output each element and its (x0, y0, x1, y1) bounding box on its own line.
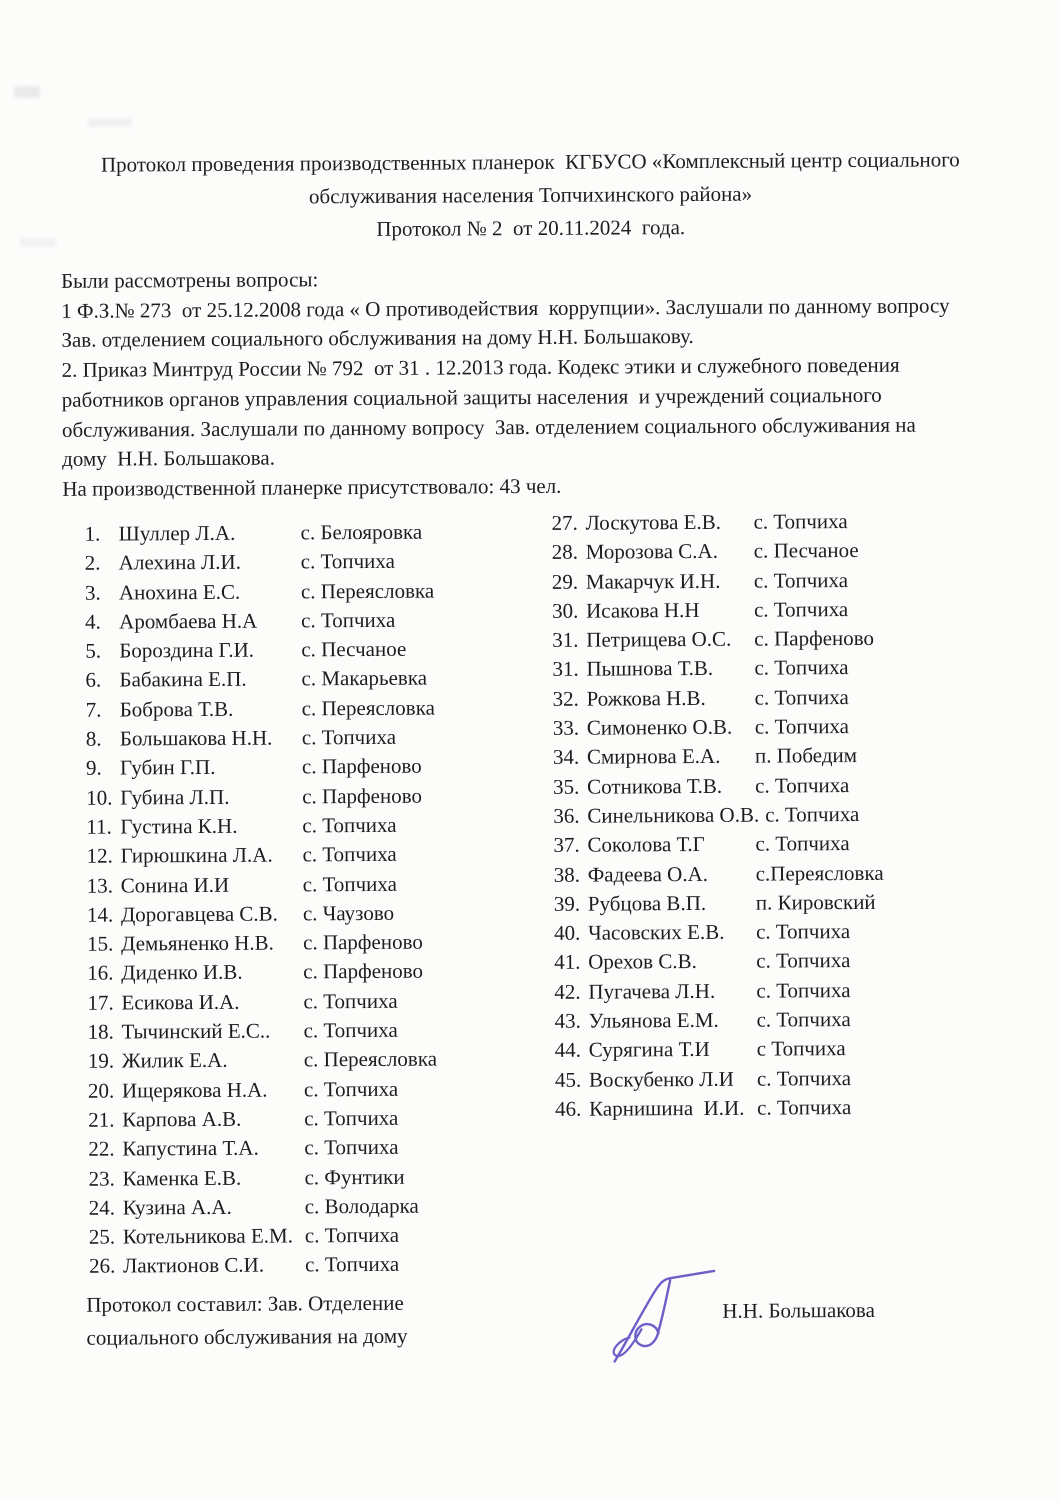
attendee-row (555, 1035, 1025, 1067)
title-line: Протокол проведения производственных планерок КГБУСО «Комплексный центр социального (100, 147, 960, 177)
attendee-row (87, 900, 537, 932)
attendee-number: 45. (554, 1067, 582, 1092)
attendee-row (555, 1094, 1025, 1126)
attendee-village: с. Топчиха (302, 842, 397, 867)
attendee-row (554, 889, 1024, 921)
attendee-name: Ульянова Е.М. (588, 1007, 719, 1033)
attendee-village: с. Топчиха (756, 977, 851, 1003)
attendee-name: Бороздина Г.И. (119, 637, 255, 663)
title-line: обслуживания населения Топчихинского района» (308, 181, 753, 209)
attendee-row (552, 654, 1022, 686)
attendee-name: Соколова Т.Г (587, 832, 705, 857)
attendee-name: Рубцова В.П. (587, 890, 707, 916)
attendee-number: 1. (84, 521, 101, 546)
attendee-village: с. Парфеново (302, 783, 423, 809)
intro-line: работников органов управления социальной защиты населения и учреждений социального (61, 382, 882, 412)
attendee-name: Каменка Е.В. (122, 1165, 242, 1191)
attendee-row (554, 947, 1024, 979)
attendees-column-right (551, 508, 1025, 1126)
attendee-name: Диденко И.В. (121, 960, 243, 985)
attendee-village: с. Парфеново (301, 754, 422, 779)
attendee-number: 24. (88, 1195, 116, 1220)
attendee-number: 26. (88, 1253, 116, 1279)
attendee-number: 31. (552, 657, 579, 682)
attendee-name: Фадеева О.А. (587, 861, 709, 887)
attendee-number: 9. (85, 755, 102, 781)
composed-by-line: Протокол составил: Зав. Отделение (86, 1290, 404, 1317)
attendee-name: Карпова А.В. (122, 1106, 242, 1132)
attendee-number: 37. (553, 832, 580, 858)
attendee-village: с.Переясловка (755, 860, 884, 886)
attendee-row (89, 1251, 539, 1283)
attendee-row (89, 1193, 539, 1225)
attendee-name: Боброва Т.В. (119, 696, 234, 722)
attendee-number: 29. (551, 569, 579, 594)
intro-line: Были рассмотрены вопросы: (60, 267, 319, 293)
attendee-village: с. Топчиха (303, 988, 398, 1014)
attendee-number: 16. (87, 961, 114, 986)
attendee-number: 15. (87, 931, 114, 956)
attendee-row (553, 801, 1023, 833)
attendee-number: 20. (87, 1078, 115, 1103)
attendee-village: с. Топчиха (301, 607, 396, 633)
attendee-name: Сурягина Т.И (588, 1037, 710, 1062)
attendee-number: 22. (88, 1136, 115, 1161)
attendee-name: Капустина Т.А. (122, 1135, 259, 1161)
attendee-name: Большакова Н.Н. (119, 725, 273, 751)
attendee-number: 30. (551, 598, 579, 623)
attendee-village: с. Топчиха (755, 919, 851, 944)
attendee-row (88, 1046, 538, 1078)
attendee-row (86, 783, 536, 815)
attendees-column-left (85, 519, 540, 1283)
intro-line: обслуживания. Заслушали по данному вопросу Зав. отделением социального обслуживания на (61, 412, 916, 442)
attendee-number: 8. (85, 726, 102, 751)
attendee-row (551, 508, 1021, 540)
intro-line: На производственной планерке присутствовало: 43 чел. (62, 473, 562, 501)
attendee-village: с. Белояровка (300, 519, 423, 545)
attendee-name: Пугачева Л.Н. (588, 978, 716, 1004)
attendee-row (88, 1076, 538, 1108)
attendee-row (554, 977, 1024, 1009)
attendee-number: 31. (552, 627, 579, 653)
attendee-number: 44. (554, 1038, 582, 1063)
attendee-row (85, 578, 535, 610)
attendee-village: с. Топчиха (304, 1252, 400, 1277)
attendee-number: 10. (86, 785, 113, 810)
attendee-name: Демьяненко Н.В. (121, 930, 274, 956)
attendee-row (552, 625, 1022, 657)
attendee-village: с. Топчиха (300, 549, 395, 574)
attendee-village: с. Топчиха (756, 1007, 851, 1032)
attendee-village: с. Переясловка (300, 578, 435, 603)
attendee-name: Сонина И.И (120, 872, 230, 898)
attendee-village: с. Топчиха (757, 1094, 852, 1120)
attendee-village: с. Топчиха (765, 801, 860, 827)
attendee-row (85, 636, 535, 668)
attendee-village: с. Топчиха (753, 567, 849, 593)
attendee-name: Губина Л.П. (120, 784, 230, 810)
attendee-number: 35. (553, 774, 580, 799)
attendee-number: 7. (85, 697, 102, 722)
attendee-row (88, 1017, 538, 1049)
attendee-name: Пышнова Т.В. (586, 656, 714, 682)
attendee-number: 19. (87, 1048, 115, 1074)
intro-line: дому Н.Н. Большакова. (62, 445, 276, 472)
attendee-village: с. Володарка (304, 1193, 419, 1219)
attendee-number: 40. (553, 920, 581, 946)
attendee-village: с. Чаузово (302, 900, 395, 926)
attendee-number: 34. (552, 745, 580, 770)
attendee-name: Ищерякова Н.А. (121, 1077, 268, 1103)
attendee-name: Морозова С.А. (585, 539, 718, 564)
attendee-number: 42. (554, 979, 581, 1004)
intro-line: Зав. отделением социального обслуживания на дому Н.Н. Большакову. (61, 324, 694, 353)
intro-line: 1 Ф.З.№ 273 от 25.12.2008 года « О противодействия коррупции». Заслушали по данному вопросу (61, 293, 950, 323)
attendee-name: Лоскутова Е.В. (585, 509, 722, 535)
attendee-name: Макарчук И.Н. (585, 568, 721, 594)
attendee-name: Губин Г.П. (119, 755, 216, 780)
attendee-name: Синельникова О.В. (587, 802, 760, 828)
attendee-village: с. Топчиха (302, 812, 397, 838)
attendee-row (87, 871, 537, 903)
attendee-village: с. Топчиха (754, 714, 850, 739)
attendee-village: с. Топчиха (756, 948, 851, 974)
attendee-village: с. Топчиха (302, 871, 397, 896)
attendee-name: Анохина Е.С. (118, 579, 241, 605)
attendee-row (85, 607, 535, 639)
attendee-row (553, 684, 1023, 716)
attendee-village: с. Фунтики (304, 1164, 405, 1189)
attendee-number: 33. (552, 715, 580, 740)
attendee-row (552, 537, 1022, 569)
attendee-name: Кузина А.А. (122, 1194, 232, 1220)
attendee-name: Карнишина И.И. (589, 1095, 745, 1121)
attendee-number: 12. (86, 843, 113, 868)
attendee-name: Котельникова Е.М. (122, 1223, 294, 1249)
attendee-name: Алехина Л.И. (118, 550, 241, 575)
attendee-number: 18. (87, 1019, 114, 1044)
attendee-row (553, 772, 1023, 804)
attendee-row (88, 1105, 538, 1137)
attendee-number: 41. (554, 950, 581, 975)
attendee-number: 36. (553, 803, 580, 828)
attendee-name: Жилик Е.А. (121, 1048, 228, 1073)
attendee-number: 46. (555, 1096, 582, 1121)
attendee-village: с. Парфеново (303, 959, 424, 984)
attendee-name: Гирюшкина Л.А. (120, 842, 273, 868)
attendee-village: с. Топчиха (304, 1135, 399, 1160)
attendee-village: с. Переясловка (301, 695, 435, 721)
attendee-village: с. Топчиха (753, 596, 849, 622)
attendee-number: 23. (88, 1166, 115, 1191)
attendee-number: 3. (84, 580, 101, 605)
attendee-row (87, 929, 537, 961)
attendee-name: Бабакина Е.П. (119, 667, 247, 692)
attendee-name: Петрищева О.С. (586, 626, 732, 652)
attendee-row (86, 724, 536, 756)
attendee-name: Воскубенко Л.И (588, 1066, 734, 1092)
attendee-village: с. Топчиха (304, 1105, 399, 1131)
attendee-number: 38. (553, 862, 580, 887)
attendee-village: с Топчиха (756, 1036, 846, 1061)
attendee-village: с. Топчиха (753, 509, 848, 534)
attendee-name: Смирнова Е.А. (586, 744, 721, 770)
attendee-number: 4. (85, 609, 101, 634)
composed-by-block (86, 1287, 408, 1355)
attendee-name: Исакова Н.Н (585, 597, 700, 623)
attendee-village: с. Топчиха (754, 655, 849, 681)
attendee-village: с. Переясловка (303, 1046, 438, 1072)
attendee-village: с. Топчиха (303, 1076, 399, 1102)
attendee-row (553, 742, 1023, 774)
attendee-number: 21. (88, 1107, 115, 1132)
attendee-village: с. Макарьевка (301, 666, 428, 691)
attendee-row (85, 665, 535, 697)
attendee-name: Симоненко О.В. (586, 714, 733, 740)
attendee-number: 25. (88, 1224, 116, 1249)
title-line: Протокол № 2 от 20.11.2024 года. (376, 215, 686, 241)
attendee-row (86, 695, 536, 727)
intro-line: 2. Приказ Минтруд России № 792 от 31 . 12.2013 года. Кодекс этики и служебного поведения (61, 352, 900, 382)
attendee-name: Лактионов С.И. (122, 1253, 265, 1278)
attendee-row (86, 841, 536, 873)
attendee-number: 43. (554, 1008, 581, 1033)
attendee-name: Есикова И.А. (121, 989, 240, 1015)
attendee-village: с. Топчиха (303, 1017, 398, 1043)
attendee-row (553, 830, 1023, 862)
attendee-village: с. Топчиха (754, 684, 849, 710)
attendee-village: с. Песчаное (753, 538, 859, 563)
attendee-name: Дорогавцева С.В. (120, 901, 278, 927)
attendee-number: 5. (85, 638, 102, 663)
attendee-village: с. Топчиха (756, 1065, 852, 1091)
attendee-row (86, 812, 536, 844)
intro-paragraph (61, 261, 1019, 504)
attendee-number: 32. (552, 686, 579, 711)
attendee-row (85, 519, 535, 551)
attendee-name: Густина К.Н. (120, 813, 238, 839)
attendee-row (87, 988, 537, 1020)
attendee-number: 39. (553, 891, 581, 916)
attendee-name: Тычинский Е.С.. (121, 1018, 271, 1044)
attendee-number: 2. (84, 550, 101, 576)
attendee-row (88, 1134, 538, 1166)
attendee-village: с. Парфеново (303, 929, 423, 955)
attendee-row (552, 596, 1022, 628)
attendee-name: Шуллер Л.А. (118, 520, 236, 546)
attendee-village: п. Победим (754, 743, 858, 769)
attendee-name: Рожкова Н.В. (586, 685, 706, 711)
attendee-name: Сотникова Т.В. (587, 773, 723, 799)
attendee-number: 17. (87, 990, 114, 1015)
attendee-number: 27. (551, 510, 578, 535)
attendee-row (88, 1163, 538, 1195)
attendee-name: Часовских Е.В. (587, 919, 725, 945)
attendee-row (86, 753, 536, 785)
attendee-row (87, 958, 537, 990)
attendee-village: с. Топчиха (755, 772, 850, 798)
attendee-village: п. Кировский (755, 889, 876, 915)
attendee-number: 28. (551, 540, 579, 565)
attendee-name: Орехов С.В. (588, 949, 697, 975)
attendee-number: 14. (86, 902, 114, 927)
attendee-row (554, 860, 1024, 892)
attendee-number: 13. (86, 873, 114, 898)
attendee-name: Аромбаева Н.А (119, 608, 258, 634)
attendee-village: с. Топчиха (304, 1222, 400, 1248)
document-title (55, 143, 1006, 248)
attendee-row (553, 713, 1023, 745)
composed-by-line: социального обслуживания на дому (86, 1323, 408, 1350)
attendee-village: с. Парфеново (754, 626, 875, 651)
attendee-row (555, 1065, 1025, 1097)
attendee-row (552, 567, 1022, 599)
attendee-row (89, 1222, 539, 1254)
attendee-number: 6. (85, 668, 102, 693)
signatory-name: Н.Н. Большакова (722, 1297, 875, 1323)
attendee-number: 11. (86, 814, 112, 839)
attendee-row (554, 1006, 1024, 1038)
attendee-row (554, 918, 1024, 950)
attendee-village: с. Топчиха (301, 724, 397, 750)
attendee-village: с. Топчиха (755, 831, 850, 856)
signature-ink (608, 1265, 725, 1370)
attendee-row (85, 548, 535, 580)
attendee-village: с. Песчаное (301, 636, 407, 662)
